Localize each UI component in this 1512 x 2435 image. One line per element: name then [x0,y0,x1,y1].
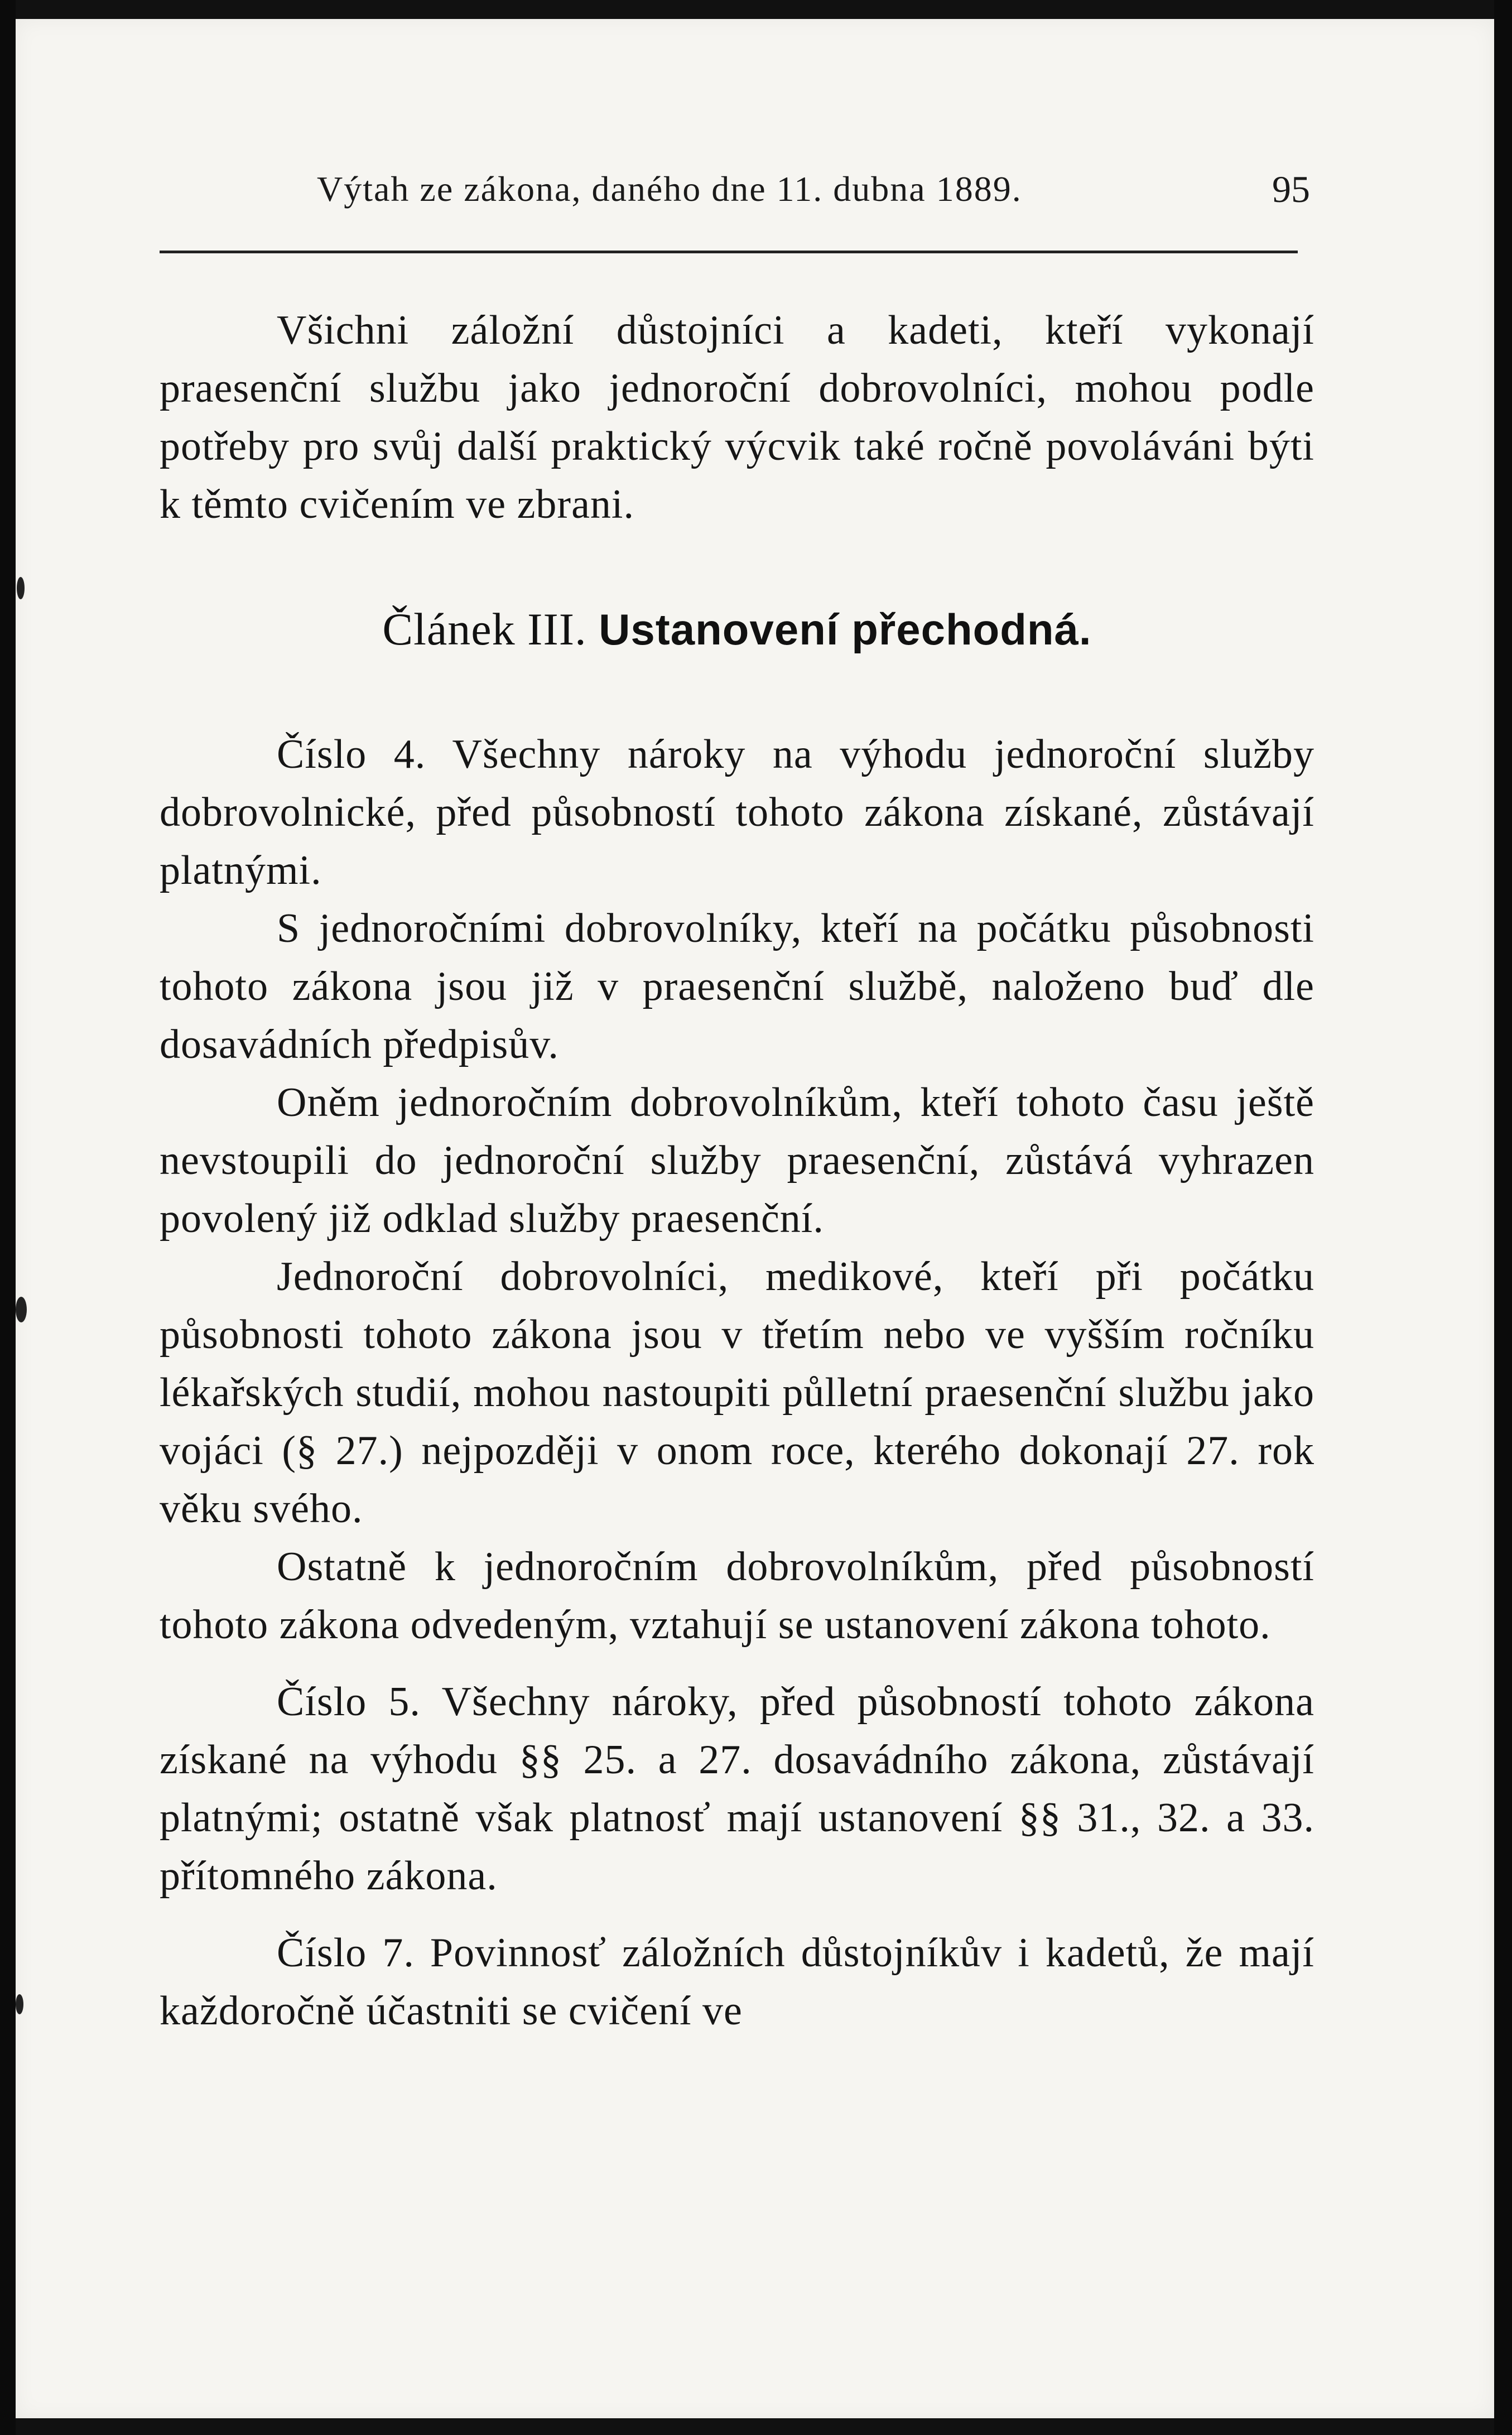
page-number: 95 [1272,168,1310,210]
paragraph: Všichni záložní důstojníci a kadeti, kteří vykonají praesenční službu jako jednoroční dobrovolníci, mohou podle potřeby pro svůj další praktický výcvik také ročně povoláváni býti k těmto cvičením ve zbrani. [160,307,1314,527]
scan-speck [16,1297,27,1322]
article-heading-title: Ustanovení přechodná. [599,605,1092,654]
paragraph: Jednoroční dobrovolníci, medikové, kteří při počátku působnosti tohoto zákona jsou v třetím nebo ve vyšším ročníku lékařských studií, mohou nastoupiti půlletní praesenční službu jako vojáci (§ 27.) nejpozději v onom roce, kterého dokonají 27. rok věku svého. [160,1254,1314,1532]
paragraph: Oněm jednoročním dobrovolníkům, kteří tohoto času ještě nevstoupili do jednoroční služby praesenční, zůstává vyhrazen povolený již odklad služby praesenční. [160,1080,1314,1241]
header-rule [160,251,1298,253]
article-heading-prefix: Článek III. [382,604,587,655]
paragraph: Ostatně k jednoročním dobrovolníkům, před působností tohoto zákona odvedeným, vztahují se ustanovení zákona tohoto. [160,1544,1314,1648]
page-text [160,301,1314,2040]
article-heading [160,600,1314,658]
scan-speck [17,577,25,599]
book-page [16,19,1494,2418]
paragraph: S jednoročními dobrovolníky, kteří na počátku působnosti tohoto zákona jsou již v praesenční službě, naloženo buď dle dosavádních předpisův. [160,906,1314,1067]
paragraph: Číslo 4. Všechny nároky na výhodu jednoroční služby dobrovolnické, před působností tohoto zákona získané, zůstávají platnými. [160,732,1314,893]
paragraph: Číslo 5. Všechny nároky, před působností tohoto zákona získané na výhodu §§ 25. a 27. dosavádního zákona, zůstávají platnými; ostatně však platnosť mají ustanovení §§ 31., 32. a 33. přítomného zákona. [160,1679,1314,1899]
running-title: Výtah ze zákona, daného dne 11. dubna 1889. [317,169,1022,209]
scan-speck [16,1994,23,2014]
scan-edge-left [0,0,16,2435]
scan-edge-right [1494,0,1512,2435]
paragraph: Číslo 7. Povinnosť záložních důstojníkův i kadetů, že mají každoročně účastniti se cvičení ve [160,1930,1314,2034]
